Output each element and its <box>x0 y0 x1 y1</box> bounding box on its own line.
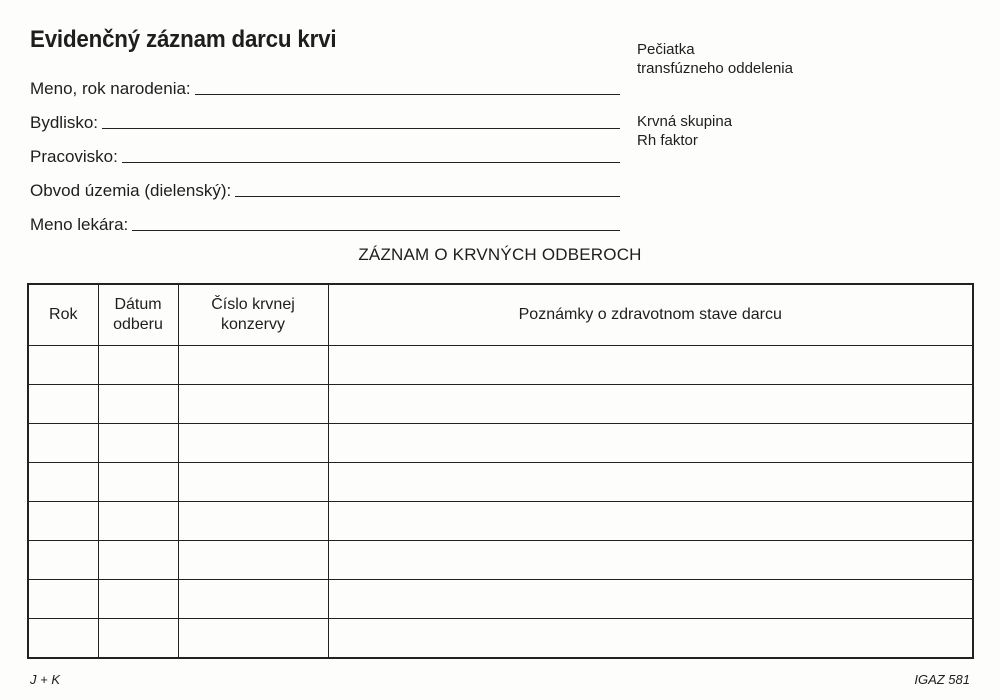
unit-number-cell[interactable] <box>178 580 328 619</box>
year-cell[interactable] <box>28 424 98 463</box>
column-header-date-line1: Dátum <box>114 296 162 313</box>
notes-cell[interactable] <box>328 385 973 424</box>
stamp-label-line2: transfúzneho oddelenia <box>637 60 793 77</box>
date-cell[interactable] <box>98 424 178 463</box>
table-row <box>28 502 973 541</box>
date-cell[interactable] <box>98 502 178 541</box>
year-cell[interactable] <box>28 502 98 541</box>
notes-cell[interactable] <box>328 424 973 463</box>
year-cell[interactable] <box>28 580 98 619</box>
unit-number-cell[interactable] <box>178 463 328 502</box>
date-cell[interactable] <box>98 619 178 659</box>
stamp-area <box>637 40 793 78</box>
unit-number-cell[interactable] <box>178 502 328 541</box>
unit-number-cell[interactable] <box>178 346 328 385</box>
notes-cell[interactable] <box>328 541 973 580</box>
district-field[interactable] <box>30 177 620 201</box>
column-header-date-line2: odberu <box>113 316 163 333</box>
table-row <box>28 463 973 502</box>
stamp-label-line1: Pečiatka <box>637 41 695 58</box>
doctor-name-label: Meno lekára: <box>30 215 129 234</box>
notes-cell[interactable] <box>328 619 973 659</box>
table-body <box>28 346 973 659</box>
column-header-unit-line1: Číslo krvnej <box>211 296 295 313</box>
column-header-notes <box>328 284 973 346</box>
residence-line[interactable] <box>102 128 620 129</box>
unit-number-cell[interactable] <box>178 541 328 580</box>
notes-cell[interactable] <box>328 463 973 502</box>
records-section-title: ZÁZNAM O KRVNÝCH ODBEROCH <box>358 245 642 264</box>
residence-field[interactable] <box>30 109 620 133</box>
name-birth-year-line[interactable] <box>195 94 620 95</box>
year-cell[interactable] <box>28 541 98 580</box>
column-header-notes-text: Poznámky o zdravotnom stave darcu <box>518 306 782 323</box>
year-cell[interactable] <box>28 385 98 424</box>
doctor-name-line[interactable] <box>132 230 620 231</box>
name-birth-year-label: Meno, rok narodenia: <box>30 79 191 98</box>
donation-records-table <box>27 283 974 659</box>
year-cell[interactable] <box>28 463 98 502</box>
date-cell[interactable] <box>98 346 178 385</box>
table-row <box>28 580 973 619</box>
rh-factor-label: Rh faktor <box>637 132 698 149</box>
column-header-unit-number <box>178 284 328 346</box>
year-cell[interactable] <box>28 619 98 659</box>
district-label: Obvod územia (dielenský): <box>30 181 232 200</box>
table-header-row <box>28 284 973 346</box>
doctor-name-field[interactable] <box>30 211 620 235</box>
date-cell[interactable] <box>98 580 178 619</box>
notes-cell[interactable] <box>328 502 973 541</box>
form-title: Evidenčný záznam darcu krvi <box>30 26 337 53</box>
workplace-line[interactable] <box>122 162 620 163</box>
column-header-date <box>98 284 178 346</box>
district-line[interactable] <box>235 196 620 197</box>
footer-form-number: IGAZ 581 <box>914 672 970 687</box>
date-cell[interactable] <box>98 385 178 424</box>
table-row <box>28 424 973 463</box>
footer-left-code: J + K <box>30 672 60 687</box>
unit-number-cell[interactable] <box>178 385 328 424</box>
year-cell[interactable] <box>28 346 98 385</box>
date-cell[interactable] <box>98 463 178 502</box>
table-row <box>28 346 973 385</box>
table-row <box>28 385 973 424</box>
unit-number-cell[interactable] <box>178 424 328 463</box>
table-row <box>28 541 973 580</box>
workplace-field[interactable] <box>30 143 620 167</box>
blood-info-area <box>637 112 732 150</box>
blood-group-label: Krvná skupina <box>637 113 733 130</box>
unit-number-cell[interactable] <box>178 619 328 659</box>
workplace-label: Pracovisko: <box>30 147 118 166</box>
column-header-unit-line2: konzervy <box>220 316 286 333</box>
residence-label: Bydlisko: <box>30 113 99 132</box>
column-header-year <box>28 284 98 346</box>
notes-cell[interactable] <box>328 346 973 385</box>
table-row <box>28 619 973 659</box>
column-header-year-text: Rok <box>49 306 78 323</box>
name-birth-year-field[interactable] <box>30 75 620 99</box>
notes-cell[interactable] <box>328 580 973 619</box>
date-cell[interactable] <box>98 541 178 580</box>
